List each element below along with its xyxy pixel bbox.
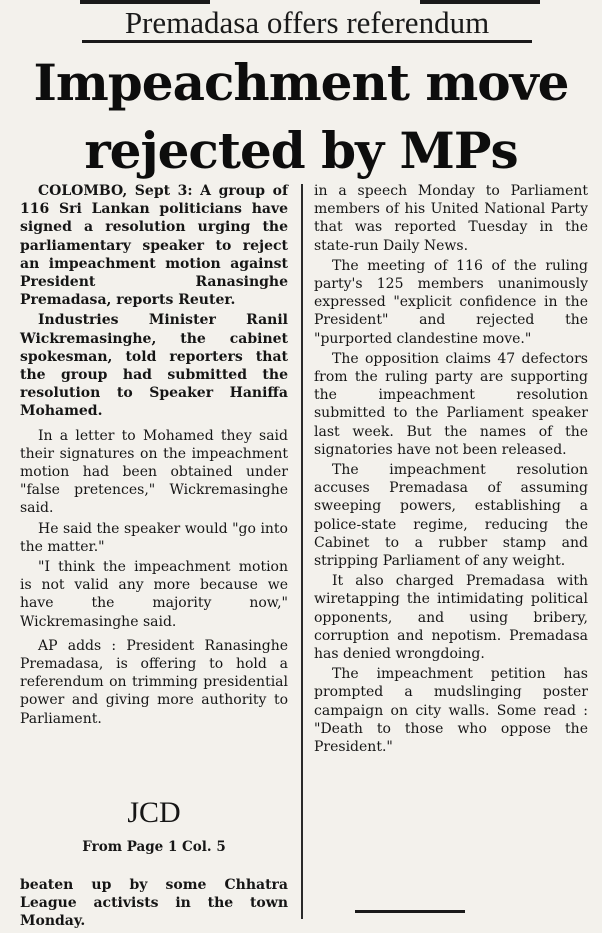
next-article-rule — [355, 910, 465, 925]
kicker-rule-right — [420, 0, 540, 4]
paragraph: In a letter to Mohamed they said their signatures on the impeachment motion had been obtained under "false pretences," Wickremasinghe said. — [20, 427, 288, 517]
paragraph: The impeachment petition has prompted a mudslinging poster campaign on city walls. Some read : "Death to those who oppose the President." — [314, 666, 588, 756]
paragraph: He said the speaker would "go into the matter." — [20, 520, 288, 555]
paragraph: "I think the impeachment motion is not valid any more because we have the majority now," Wickremasinghe said. — [20, 559, 288, 630]
kicker-rule-left — [80, 0, 210, 4]
jump-story-column — [20, 876, 288, 933]
paragraph: It also charged Premadasa with wiretapping the intimidating political opponents, and using bribery, corruption and nepotism. Premadasa has denied wrongdoing. — [314, 573, 588, 663]
jump-heading: JCD — [127, 796, 181, 829]
paragraph: The opposition claims 47 defectors from the ruling party are supporting the impeachment resolution submitted to the Parliament speaker last week. But the names of the signatories have not been released. — [314, 350, 588, 458]
paragraph: The meeting of 116 of the ruling party's 125 members unanimously expressed "explicit confidence in the President" and rejected the "purported clandestine move." — [314, 257, 588, 347]
kicker-headline: Premadasa offers referendum — [82, 6, 532, 43]
main-headline-line-1: Impeachment move — [33, 53, 569, 112]
story-column-left — [20, 182, 288, 730]
paragraph-dateline: COLOMBO, Sept 3: A group of 116 Sri Lankan politicians have signed a resolution urging the parliamentary speaker to reject an impeachment motion against President Ranasinghe Premadasa, reports Reuter. — [20, 183, 288, 309]
paragraph: AP adds : President Ranasinghe Premadasa, is offering to hold a referendum on trimming presidential power and giving more authority to Parliament. — [20, 637, 288, 727]
story-column-right — [314, 182, 588, 758]
paragraph: The impeachment resolution accuses Premadasa of assuming sweeping powers, establishing a police-state regime, reducing the Cabinet to a rubber stamp and stripping Parliament of any weight. — [314, 462, 588, 570]
jump-from-line: From Page 1 Col. 5 — [82, 839, 226, 855]
main-headline-line-2: rejected by MPs — [84, 121, 518, 180]
paragraph-continued: in a speech Monday to Parliament members of his United National Party that was reported Tuesday in the state-run Daily News. — [314, 183, 588, 254]
paragraph: beaten up by some Chhatra League activists in the town Monday. — [20, 877, 288, 930]
paragraph: Industries Minister Ranil Wickremasinghe, the cabinet spokesman, told reporters that the group had submitted the resolution to Speaker Haniffa Mohamed. — [20, 312, 288, 420]
column-divider — [301, 184, 303, 919]
